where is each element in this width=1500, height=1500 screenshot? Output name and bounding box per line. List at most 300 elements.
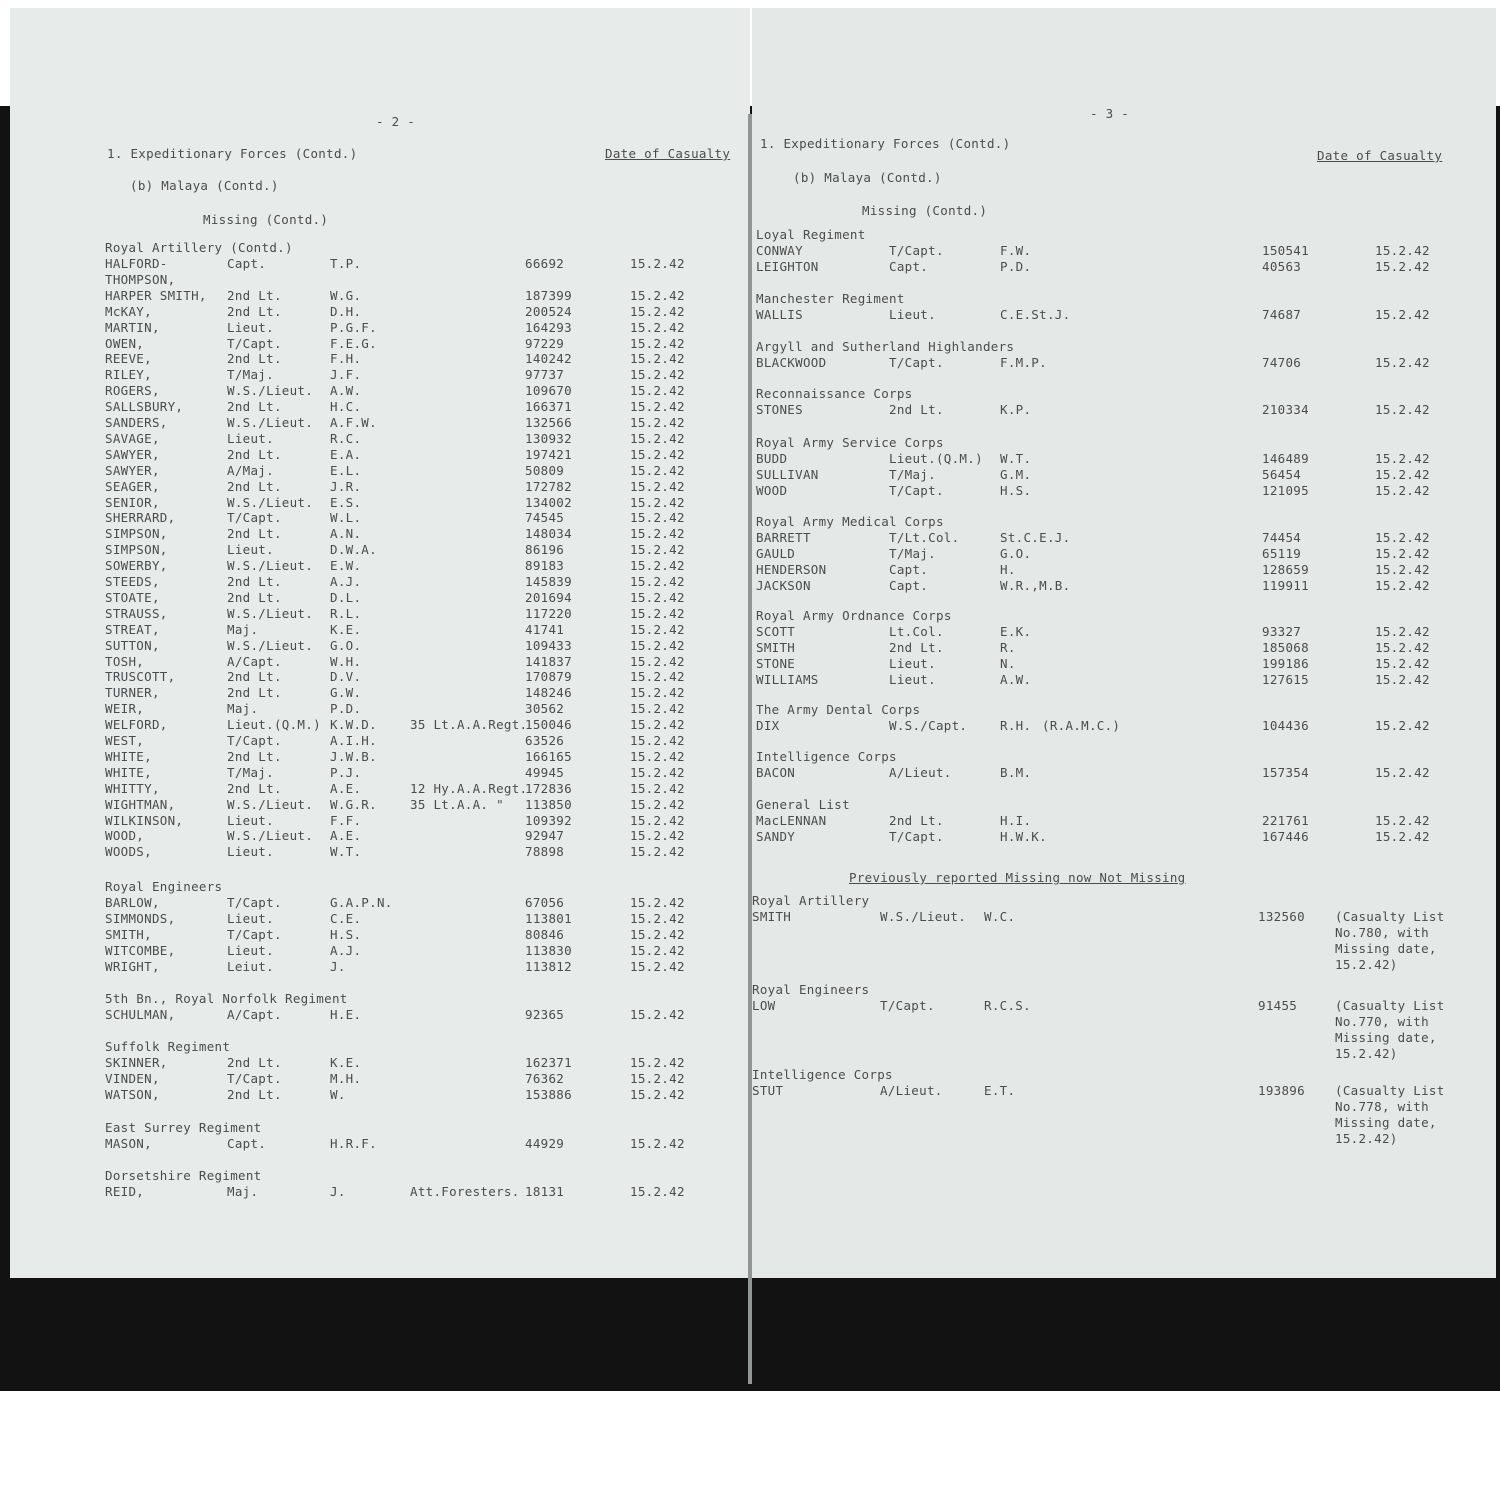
cell-name: STONE: [756, 655, 796, 671]
cell-number: 141837: [525, 653, 572, 669]
cell-rank: T/Lt.Col.: [889, 530, 960, 545]
cell-remark: 35 Lt.A.A. ": [410, 796, 504, 812]
cell-date: 15.2.42: [1375, 718, 1430, 733]
cell-date: 15.2.42: [1375, 402, 1430, 417]
cell-number: 74454: [1262, 530, 1302, 545]
unit-heading: Royal Army Ordnance Corps: [756, 608, 952, 623]
cell-date: 15.2.42: [630, 542, 685, 558]
cell-name: BLACKWOOD: [756, 355, 827, 370]
cell-date: 15.2.42: [1375, 639, 1430, 655]
cell-date: 15.2.42: [630, 653, 685, 669]
cell-date: 15.2.42: [630, 685, 685, 701]
cell-name: GAULD: [756, 545, 796, 561]
cell-name: DIX: [756, 718, 780, 733]
cell-number: 50809: [525, 462, 565, 478]
cell-name: WOOD: [756, 482, 788, 498]
cell-initials: D.L.: [330, 589, 362, 605]
cell-number: 86196: [525, 542, 565, 558]
cell-date: 15.2.42: [630, 1184, 685, 1199]
cell-name: WHITE,: [105, 748, 152, 764]
cell-date: 15.2.42: [1375, 828, 1430, 844]
cell-number: 121095: [1262, 482, 1309, 498]
cell-rank: T/Maj.: [889, 466, 936, 482]
cell-rank: T/Maj.: [227, 764, 274, 780]
cell-number: 119911: [1262, 577, 1309, 593]
cell-number: 41741: [525, 621, 565, 637]
cell-rank: T/Capt.: [227, 895, 282, 910]
cell-number: 93327: [1262, 624, 1302, 639]
cell-date: 15.2.42: [630, 796, 685, 812]
cell-date: 15.2.42: [1375, 530, 1430, 545]
unit-heading: General List: [756, 797, 850, 812]
cell-number: 30562: [525, 701, 565, 717]
cell-name: WIGHTMAN,: [105, 796, 176, 812]
cell-date: 15.2.42: [630, 910, 685, 926]
cell-rank: A/Lieut.: [880, 1083, 943, 1098]
cell-number: 134002: [525, 494, 572, 510]
cell-initials: E.L.: [330, 462, 362, 478]
cell-date: 15.2.42: [630, 828, 685, 844]
cell-rank: T/Maj.: [889, 545, 936, 561]
section-heading: 1. Expeditionary Forces (Contd.): [760, 136, 1011, 151]
cell-name: MacLENNAN: [756, 813, 827, 828]
page-number: - 3 -: [1090, 106, 1130, 121]
cell-initials: N.: [1000, 655, 1016, 671]
cell-number: 109670: [525, 383, 572, 399]
unit-heading: Intelligence Corps: [752, 1067, 893, 1082]
cell-rank: 2nd Lt.: [889, 813, 944, 828]
cell-date: 15.2.42: [1375, 545, 1430, 561]
cell-date: 15.2.42: [630, 748, 685, 764]
cell-number: 76362: [525, 1070, 565, 1086]
cell-date: 15.2.42: [630, 605, 685, 621]
cell-initials: A.W.: [1000, 671, 1032, 687]
cell-name: WITCOMBE,: [105, 942, 176, 958]
cell-rank: W.S./Lieut.: [880, 909, 967, 924]
cell-initials: A.J.: [330, 942, 362, 958]
cell-rank: T/Capt.: [889, 355, 944, 370]
cell-rank: Capt.: [889, 561, 929, 577]
unit-heading: 5th Bn., Royal Norfolk Regiment: [105, 991, 348, 1006]
cell-initials: H.W.K.: [1000, 828, 1047, 844]
cell-rank: 2nd Lt.: [227, 669, 282, 685]
cell-initials: J.: [330, 958, 346, 974]
cell-rank: T/Capt.: [880, 998, 935, 1013]
cell-number: 166371: [525, 399, 572, 415]
not-missing-heading: Previously reported Missing now Not Missing: [849, 870, 1186, 885]
cell-number: 148246: [525, 685, 572, 701]
cell-date: 15.2.42: [630, 701, 685, 717]
cell-rank: T/Capt.: [227, 926, 282, 942]
cell-rank: 2nd Lt.: [227, 446, 282, 462]
cell-rank: A/Capt.: [227, 1007, 282, 1022]
cell-date: 15.2.42: [1375, 243, 1430, 258]
cell-rank: W.S./Lieut.: [227, 383, 314, 399]
cell-date: 15.2.42: [630, 558, 685, 574]
cell-rank: T/Maj.: [227, 367, 274, 383]
cell-rank: W.S./Lieut.: [227, 605, 314, 621]
cell-name: SULLIVAN: [756, 466, 819, 482]
cell-rank: 2nd Lt.: [227, 287, 282, 303]
cell-rank: T/Capt.: [227, 510, 282, 526]
cell-number: 132560: [1258, 909, 1305, 924]
cell-rank: T/Capt.: [889, 828, 944, 844]
cell-rank: 2nd Lt.: [227, 478, 282, 494]
cell-number: 199186: [1262, 655, 1309, 671]
cell-name: SMITH,: [105, 926, 152, 942]
cell-rank: W.S./Lieut.: [227, 415, 314, 430]
date-header: Date of Casualty: [1317, 148, 1443, 163]
cell-name: WALLIS: [756, 307, 803, 322]
cell-name: CONWAY: [756, 243, 803, 258]
cell-name: REEVE,: [105, 351, 152, 367]
cell-date: 15.2.42: [630, 926, 685, 942]
cell-rank: Lieut.(Q.M.): [227, 717, 321, 733]
page-left: [10, 8, 750, 1278]
cell-date: 15.2.42: [630, 335, 685, 351]
cell-number: 127615: [1262, 671, 1309, 687]
cell-rank: T/Capt.: [889, 482, 944, 498]
cell-name: JACKSON: [756, 577, 811, 593]
cell-name: SIMPSON,: [105, 542, 168, 558]
cell-initials: M.H.: [330, 1070, 362, 1086]
cell-name: STEEDS,: [105, 574, 160, 589]
cell-name: SIMPSON,: [105, 526, 168, 542]
cell-name: SUTTON,: [105, 637, 160, 653]
cell-initials: K.E.: [330, 621, 362, 637]
cell-name: TOSH,: [105, 653, 145, 669]
cell-name: SENIOR,: [105, 494, 160, 510]
cell-number: 200524: [525, 303, 572, 319]
cell-name: SOWERBY,: [105, 558, 168, 574]
cell-rank: Maj.: [227, 701, 259, 717]
cell-date: 15.2.42: [1375, 451, 1430, 466]
unit-heading: Loyal Regiment: [756, 227, 866, 242]
cell-rank: Leiut.: [227, 958, 274, 974]
cell-rank: Maj.: [227, 621, 259, 637]
cell-initials: E.W.: [330, 558, 362, 574]
unit-heading: Royal Engineers: [752, 982, 870, 997]
cell-initials: St.C.E.J.: [1000, 530, 1071, 545]
cell-rank: A/Capt.: [227, 653, 282, 669]
cell-rank: Lieut.(Q.M.): [889, 451, 983, 466]
cell-rank: W.S./Capt.: [889, 718, 968, 733]
cell-initials: A.J.: [330, 574, 362, 589]
cell-date: 15.2.42: [630, 1055, 685, 1070]
cell-remark: 12 Hy.A.A.Regt.: [410, 780, 528, 796]
cell-date: 15.2.42: [1375, 765, 1430, 780]
cell-rank: Lieut.: [889, 655, 936, 671]
unit-heading: Royal Artillery (Contd.): [105, 240, 293, 255]
cell-initials: H.E.: [330, 1007, 362, 1022]
cell-date: 15.2.42: [630, 319, 685, 335]
cell-rank: W.S./Lieut.: [227, 637, 314, 653]
cell-name: WEST,: [105, 733, 145, 748]
cell-name: WATSON,: [105, 1086, 160, 1102]
cell-rank: A/Lieut.: [889, 765, 952, 780]
cell-initials: W.L.: [330, 510, 362, 526]
unit-heading: Intelligence Corps: [756, 749, 897, 764]
cell-initials: R.: [1000, 639, 1016, 655]
cell-name: OWEN,: [105, 335, 145, 351]
cell-number: 74706: [1262, 355, 1302, 370]
cell-name: STONES: [756, 402, 803, 417]
cell-date: 15.2.42: [630, 303, 685, 319]
cell-initials: W.T.: [330, 844, 362, 860]
cell-name: SEAGER,: [105, 478, 160, 494]
cell-rank: T/Capt.: [227, 335, 282, 351]
cell-number: 221761: [1262, 813, 1309, 828]
cell-initials: D.H.: [330, 303, 362, 319]
cell-rank: Capt.: [227, 1136, 267, 1151]
cell-number: 66692: [525, 256, 565, 271]
cell-initials: E.A.: [330, 446, 362, 462]
cell-rank: Capt.: [889, 577, 929, 593]
cell-note: (Casualty List No.770, with Missing date, 15.2.42): [1335, 998, 1445, 1061]
cell-name: MASON,: [105, 1136, 152, 1151]
cell-date: 15.2.42: [630, 669, 685, 685]
cell-initials: J.W.B.: [330, 748, 377, 764]
cell-number: 172836: [525, 780, 572, 796]
cell-date: 15.2.42: [630, 589, 685, 605]
cell-number: 172782: [525, 478, 572, 494]
cell-name: McKAY,: [105, 303, 152, 319]
cell-number: 78898: [525, 844, 565, 860]
cell-rank: 2nd Lt.: [227, 351, 282, 367]
cell-name: SAWYER,: [105, 446, 160, 462]
page-number: - 2 -: [376, 114, 416, 129]
cell-name: THOMPSON,: [105, 271, 176, 287]
cell-date: 15.2.42: [630, 764, 685, 780]
cell-number: 166165: [525, 748, 572, 764]
cell-name: SALLSBURY,: [105, 399, 184, 415]
cell-initials: G.O.: [330, 637, 362, 653]
cell-date: 15.2.42: [630, 1136, 685, 1151]
cell-initials: A.F.W.: [330, 415, 377, 430]
cell-date: 15.2.42: [630, 1070, 685, 1086]
cell-name: REID,: [105, 1184, 145, 1199]
cell-name: STREAT,: [105, 621, 160, 637]
cell-date: 15.2.42: [1375, 813, 1430, 828]
cell-name: STUT: [752, 1083, 784, 1098]
page-right: [752, 8, 1496, 1278]
cell-note: (Casualty List No.778, with Missing date, 15.2.42): [1335, 1083, 1445, 1146]
cell-initials: H.S.: [1000, 482, 1032, 498]
unit-heading: Suffolk Regiment: [105, 1039, 231, 1054]
cell-date: 15.2.42: [630, 383, 685, 399]
cell-date: 15.2.42: [630, 462, 685, 478]
cell-date: 15.2.42: [630, 958, 685, 974]
cell-date: 15.2.42: [630, 637, 685, 653]
cell-date: 15.2.42: [630, 446, 685, 462]
cell-name: BACON: [756, 765, 796, 780]
cell-name: TRUSCOTT,: [105, 669, 176, 685]
cell-initials: J.R.: [330, 478, 362, 494]
cell-name: LEIGHTON: [756, 258, 819, 274]
unit-heading: Royal Artillery: [752, 893, 870, 908]
cell-number: 109433: [525, 637, 572, 653]
cell-date: 15.2.42: [630, 717, 685, 733]
cell-date: 15.2.42: [630, 844, 685, 860]
cell-name: SANDERS,: [105, 415, 168, 430]
cell-date: 15.2.42: [1375, 577, 1430, 593]
cell-initials: R.C.S.: [984, 998, 1031, 1013]
cell-initials: P.D.: [1000, 258, 1032, 274]
cell-initials: F.H.: [330, 351, 362, 367]
missing-label: Missing (Contd.): [203, 212, 329, 227]
unit-heading: Argyll and Sutherland Highlanders: [756, 339, 1015, 354]
cell-date: 15.2.42: [630, 812, 685, 828]
cell-name: LOW: [752, 998, 776, 1013]
cell-number: 49945: [525, 764, 565, 780]
cell-date: 15.2.42: [1375, 307, 1430, 322]
cell-rank: 2nd Lt.: [227, 574, 282, 589]
unit-heading: Royal Army Service Corps: [756, 435, 944, 450]
cell-initials: A.W.: [330, 383, 362, 399]
cell-number: 92947: [525, 828, 565, 844]
cell-number: 74687: [1262, 307, 1302, 322]
cell-initials: F.F.: [330, 812, 362, 828]
cell-number: 113830: [525, 942, 572, 958]
cell-initials: G.A.P.N.: [330, 895, 393, 910]
cell-rank: 2nd Lt.: [227, 526, 282, 542]
cell-name: WOOD,: [105, 828, 145, 844]
cell-rank: 2nd Lt.: [227, 1055, 282, 1070]
cell-name: ROGERS,: [105, 383, 160, 399]
cell-name: RILEY,: [105, 367, 152, 383]
cell-name: WEIR,: [105, 701, 145, 717]
cell-number: 140242: [525, 351, 572, 367]
unit-heading: Manchester Regiment: [756, 291, 905, 306]
cell-remark: Att.Foresters.: [410, 1184, 520, 1199]
cell-number: 157354: [1262, 765, 1309, 780]
cell-number: 56454: [1262, 466, 1302, 482]
cell-rank: T/Capt.: [889, 243, 944, 258]
cell-date: 15.2.42: [1375, 258, 1430, 274]
subheading: (b) Malaya (Contd.): [130, 178, 279, 193]
cell-initials: J.: [330, 1184, 346, 1199]
section-heading: 1. Expeditionary Forces (Contd.): [107, 146, 358, 161]
cell-rank: 2nd Lt.: [227, 399, 282, 415]
cell-rank: Lieut.: [227, 319, 274, 335]
unit-heading: Dorsetshire Regiment: [105, 1168, 262, 1183]
cell-number: 185068: [1262, 639, 1309, 655]
cell-number: 104436: [1262, 718, 1309, 733]
cell-rank: Lt.Col.: [889, 624, 944, 639]
cell-number: 164293: [525, 319, 572, 335]
cell-date: 15.2.42: [1375, 466, 1430, 482]
cell-date: 15.2.42: [630, 415, 685, 430]
cell-date: 15.2.42: [1375, 624, 1430, 639]
cell-initials: D.W.A.: [330, 542, 377, 558]
cell-number: 74545: [525, 510, 565, 526]
cell-initials: E.S.: [330, 494, 362, 510]
cell-number: 132566: [525, 415, 572, 430]
cell-number: 170879: [525, 669, 572, 685]
cell-number: 18131: [525, 1184, 565, 1199]
cell-number: 92365: [525, 1007, 565, 1022]
cell-initials: T.P.: [330, 256, 362, 271]
cell-initials: G.W.: [330, 685, 362, 701]
cell-name: WOODS,: [105, 844, 152, 860]
cell-date: 15.2.42: [630, 287, 685, 303]
cell-name: HALFORD-: [105, 256, 168, 271]
cell-name: VINDEN,: [105, 1070, 160, 1086]
cell-rank: W.S./Lieut.: [227, 828, 314, 844]
date-header: Date of Casualty: [605, 146, 731, 161]
cell-initials: B.M.: [1000, 765, 1032, 780]
cell-initials: F.W.: [1000, 243, 1032, 258]
cell-name: BUDD: [756, 451, 788, 466]
cell-number: 113850: [525, 796, 572, 812]
cell-date: 15.2.42: [630, 621, 685, 637]
cell-number: 113812: [525, 958, 572, 974]
cell-rank: Lieut.: [227, 910, 274, 926]
cell-number: 117220: [525, 605, 572, 621]
cell-initials: P.J.: [330, 764, 362, 780]
cell-number: 89183: [525, 558, 565, 574]
cell-name: SIMMONDS,: [105, 910, 176, 926]
cell-number: 128659: [1262, 561, 1309, 577]
cell-rank: 2nd Lt.: [227, 685, 282, 701]
cell-number: 80846: [525, 926, 565, 942]
cell-number: 109392: [525, 812, 572, 828]
cell-initials: A.E.: [330, 780, 362, 796]
cell-name: HARPER SMITH,: [105, 287, 207, 303]
missing-label: Missing (Contd.): [862, 203, 988, 218]
cell-number: 91455: [1258, 998, 1298, 1013]
cell-name: SAWYER,: [105, 462, 160, 478]
cell-number: 210334: [1262, 402, 1309, 417]
cell-number: 148034: [525, 526, 572, 542]
cell-rank: Lieut.: [227, 844, 274, 860]
cell-date: 15.2.42: [630, 351, 685, 367]
cell-initials: P.G.F.: [330, 319, 377, 335]
cell-date: 15.2.42: [1375, 655, 1430, 671]
cell-name: SCOTT: [756, 624, 796, 639]
cell-rank: W.S./Lieut.: [227, 796, 314, 812]
unit-heading: Royal Army Medical Corps: [756, 514, 944, 529]
cell-initials: K.E.: [330, 1055, 362, 1070]
cell-rank: Lieut.: [889, 671, 936, 687]
cell-initials: C.E.St.J.: [1000, 307, 1071, 322]
cell-date: 15.2.42: [630, 399, 685, 415]
cell-rank: T/Capt.: [227, 1070, 282, 1086]
cell-rank: 2nd Lt.: [227, 589, 282, 605]
cell-rank: A/Maj.: [227, 462, 274, 478]
cell-number: 197421: [525, 446, 572, 462]
cell-initials: A.E.: [330, 828, 362, 844]
cell-name: STRAUSS,: [105, 605, 168, 621]
cell-number: 201694: [525, 589, 572, 605]
cell-name: WHITE,: [105, 764, 152, 780]
cell-initials: F.E.G.: [330, 335, 377, 351]
unit-heading: Royal Engineers: [105, 879, 223, 894]
cell-date: 15.2.42: [630, 494, 685, 510]
cell-number: 167446: [1262, 828, 1309, 844]
cell-initials: W.G.: [330, 287, 362, 303]
cell-date: 15.2.42: [630, 430, 685, 446]
cell-initials: H.C.: [330, 399, 362, 415]
cell-name: SHERRARD,: [105, 510, 176, 526]
cell-rank: Lieut.: [227, 542, 274, 558]
cell-name: MARTIN,: [105, 319, 160, 335]
cell-name: SANDY: [756, 828, 796, 844]
cell-name: SCHULMAN,: [105, 1007, 176, 1022]
cell-note: (Casualty List No.780, with Missing date, 15.2.42): [1335, 909, 1445, 972]
cell-number: 153886: [525, 1086, 572, 1102]
cell-initials: D.V.: [330, 669, 362, 685]
